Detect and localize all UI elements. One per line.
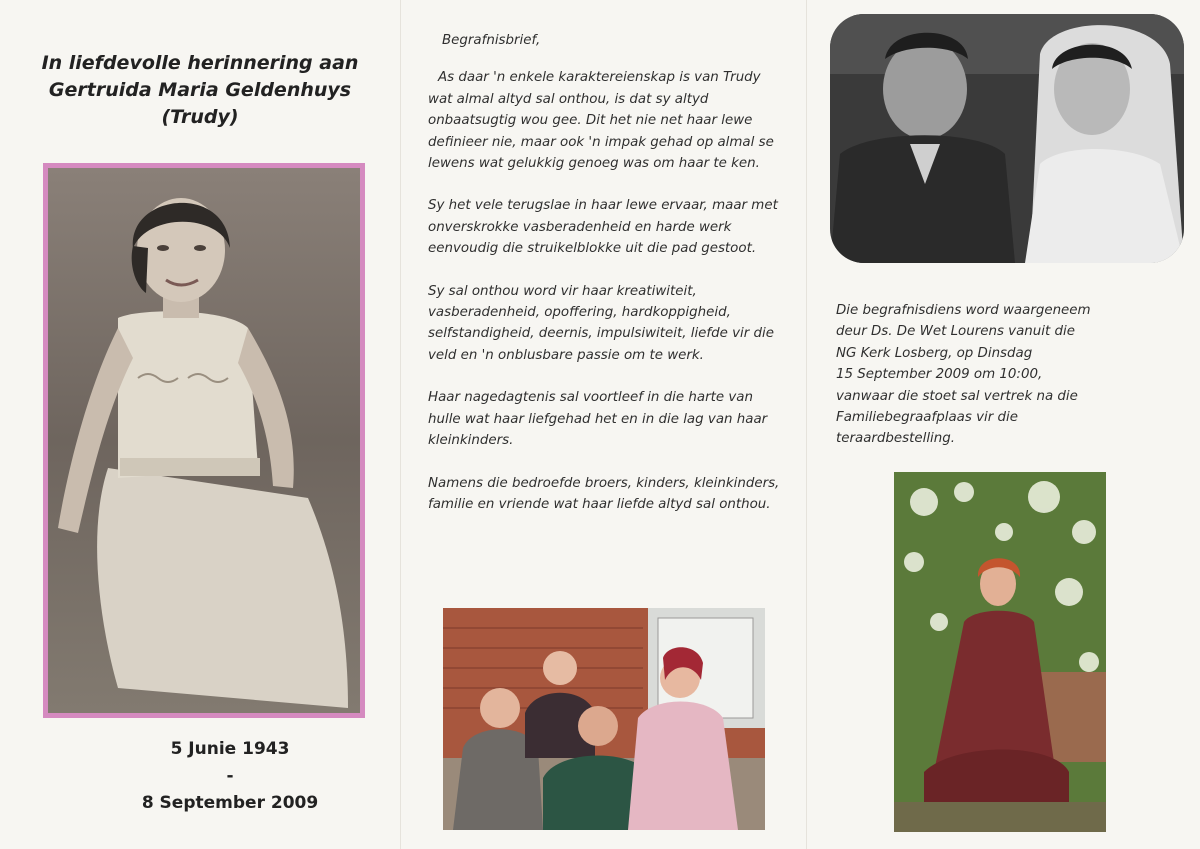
memorial-title: [30, 50, 370, 131]
letter-greeting: Begrafnisbrief,: [442, 33, 541, 48]
life-dates: [120, 736, 340, 817]
wedding-photo-icon: [830, 14, 1184, 263]
birth-date: 5 Junie 1943: [170, 739, 290, 759]
letter-paragraph: Sy het vele terugslae in haar lewe ervaar, maar met onverskrokke vasberadenheid en harde werk eenvoudig die struikelblokke uit die pad gestoot.: [428, 198, 778, 257]
funeral-letter: [428, 30, 788, 536]
service-line: 15 September 2009 om 10:00,: [836, 367, 1043, 383]
funeral-service-details: [836, 300, 1136, 450]
letter-paragraph: Namens die bedroefde broers, kinders, kleinkinders, familie en vriende wat haar liefde altyd sal onthou.: [428, 475, 780, 512]
fold-line-left: [400, 0, 401, 849]
service-line: deur Ds. De Wet Lourens vanuit die: [836, 324, 1075, 340]
portrait-photo-icon: [48, 168, 360, 713]
date-separator: -: [226, 766, 234, 786]
death-date: 8 September 2009: [141, 793, 319, 813]
nickname: (Trudy): [161, 106, 239, 128]
portrait-frame: [43, 163, 365, 718]
letter-paragraph: Haar nagedagtenis sal voortleef in die harte van hulle wat haar liefgehad het en in die lag van haar kleinkinders.: [428, 390, 768, 449]
letter-paragraph: As daar 'n enkele karaktereienskap is van Trudy wat almal altyd sal onthou, is dat sy altyd onbaatsugtig wou gee. Dit het nie net haar lewe definieer nie, maar ook 'n impak gehad op almal se lewens wat gelukkig genoeg was om haar te ken.: [428, 70, 774, 172]
title-line: In liefdevolle herinnering aan: [41, 52, 359, 74]
service-line: Familiebegraafplaas vir die: [836, 410, 1018, 426]
service-line: Die begrafnisdiens word waargeneem: [836, 303, 1091, 318]
deceased-name: Gertruida Maria Geldenhuys: [48, 79, 352, 101]
service-line: vanwaar die stoet sal vertrek na die: [836, 388, 1078, 404]
fold-line-right: [806, 0, 807, 849]
service-line: teraardbestelling.: [836, 431, 956, 447]
service-line: NG Kerk Losberg, op Dinsdag: [836, 345, 1033, 361]
letter-paragraph: Sy sal onthou word vir haar kreatiwiteit, vasberadenheid, opoffering, hardkoppigheid, selfstandigheid, deernis, impulsiwiteit, liefde vir die veld en 'n onblusbare passie om te werk.: [428, 283, 774, 363]
family-group-photo-icon: [443, 608, 765, 830]
garden-portrait-photo-icon: [894, 472, 1106, 832]
